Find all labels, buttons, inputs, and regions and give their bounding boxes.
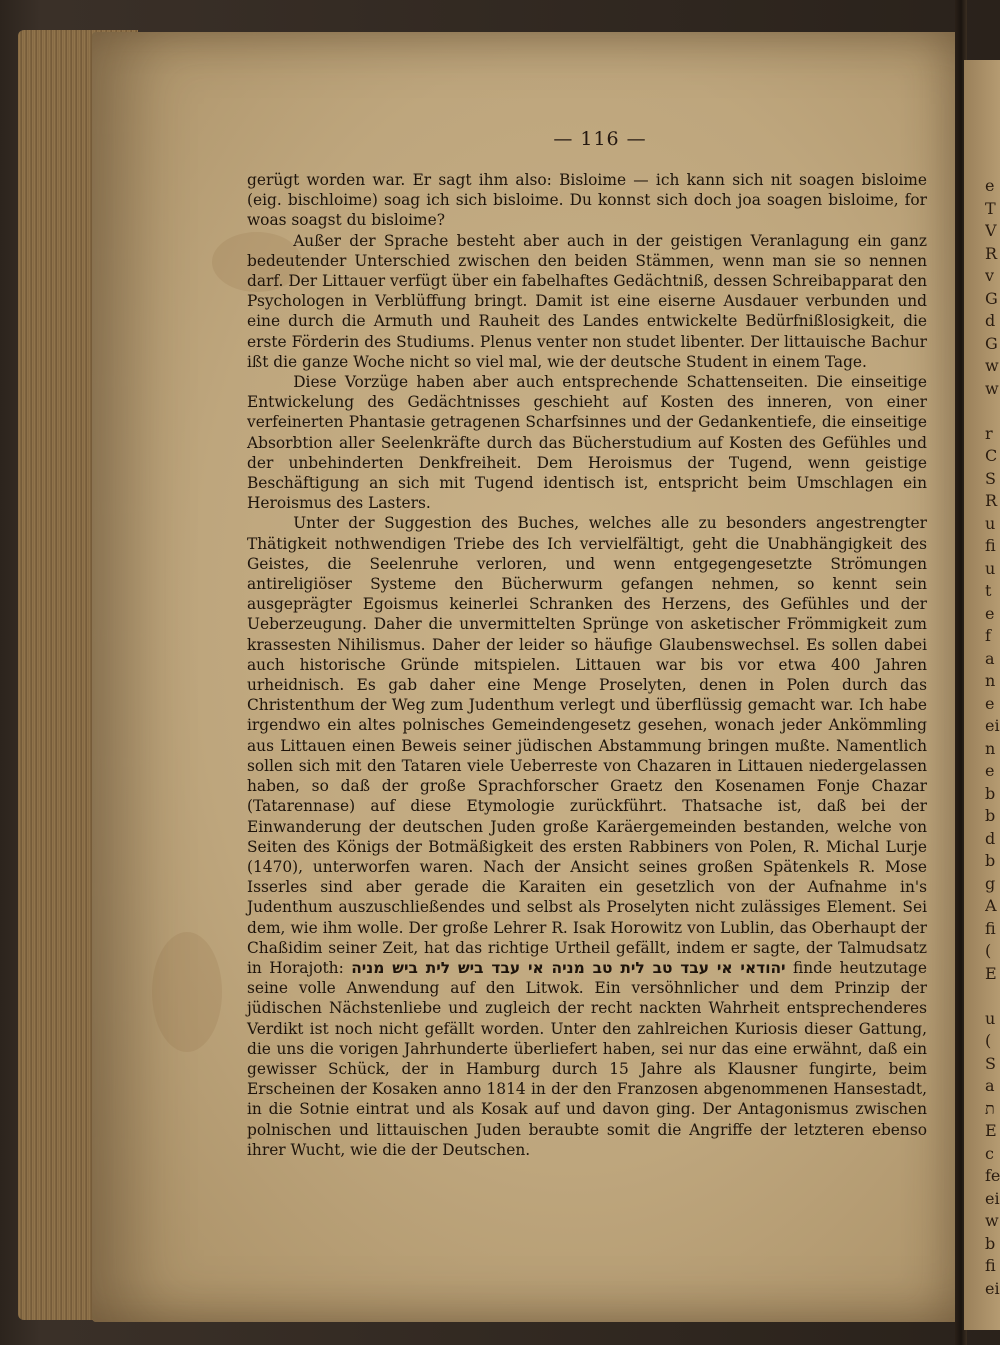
paragraph-text: gerügt worden war. Er sagt ihm also: Bisloime — ich kann sich nit soagen bisloime (eig. bischloime) soag ich sich bisloime. Du konnst sich doch joa soagen bisloime, for woas soagst du bisloime? <box>247 171 927 230</box>
facing-page-fragment: e <box>985 761 995 780</box>
facing-page-fragment: u <box>985 558 996 578</box>
facing-page-fragment: G <box>985 288 998 308</box>
facing-page-fragment: b <box>985 851 996 870</box>
facing-page-fragment <box>985 985 1000 1008</box>
facing-page-fragment: b <box>985 1233 996 1253</box>
facing-page-fragment: n <box>985 671 996 690</box>
facing-page-fragment: fi <box>985 1256 996 1275</box>
paragraph <box>247 170 927 231</box>
facing-page-fragment: w <box>985 356 999 375</box>
paragraph-text: finde heutzutage seine volle Anwendung auf den Litwok. Ein versöhnlicher und dem Prinzip der jüdischen Nächstenliebe und zugleich der recht nackten Wahrheit entsprechenderes Verdikt ist noch nicht gefällt worden. Unter den zahlreichen Kuriosis dieser Gattung, die uns die vorigen Jahrhunderte überliefert haben, sei nur das eine erwähnt, daß ein gewisser Schück, der in Hamburg durch 15 Jahre als Klausner fungirte, beim Erscheinen der Kosaken anno 1814 in der den Franzosen abgenommenen Hansestadt, in die Sotnie eintrat und als Kosak auf und davon ging. Der Antagonismus zwischen polnischen und littauischen Juden beraubte somit die Angriffe der letzteren ebenso ihrer Wucht, wie die der Deutschen. <box>247 958 927 1159</box>
facing-page-fragment: u <box>985 1008 996 1028</box>
facing-page-fragment: d <box>985 828 996 848</box>
facing-page-fragment: ei <box>985 716 1000 735</box>
facing-page-fragment: e <box>985 603 995 623</box>
facing-page-fragment: S <box>985 468 996 488</box>
facing-page-fragment: fi <box>985 918 996 938</box>
facing-page-fragment: f <box>985 626 991 645</box>
facing-page-fragment: e <box>985 693 995 713</box>
facing-page-fragment: e <box>985 176 995 195</box>
facing-page-fragment: d <box>985 311 996 330</box>
facing-page-fragment: ( <box>985 941 992 960</box>
facing-page-fragment: T <box>985 198 996 218</box>
facing-page-text-fragments <box>985 175 1000 1300</box>
facing-page-fragment: w <box>985 1211 999 1230</box>
paragraph <box>247 513 927 1160</box>
facing-page-fragment: ת <box>985 1098 995 1118</box>
facing-page-fragment: A <box>985 896 997 915</box>
hebrew-quote: יהודאי אי עבד טב לית טב מניה אי עבד ביש לית ביש מניה <box>351 958 786 977</box>
facing-page-fragment: R <box>985 491 998 510</box>
page-number: — 116 — <box>553 128 647 150</box>
paragraph-text: Diese Vorzüge haben aber auch entsprechende Schattenseiten. Die einseitige Entwickelung des Gedächtnisses geschieht auf Kosten des inneren, von einer verfeinerten Phantasie getragenen Scharfsinnes und der Gedankentiefe, die einseitige Absorbtion aller Seelenkräfte durch das Bücherstudium auf Kosten des Gefühles und der unbehinderten Denkfreiheit. Dem Heroismus der Tugend, wenn geistige Beschäftigung an sich mit Tugend identisch ist, entspricht beim Umschlagen ein Heroismus des Lasters. <box>247 373 927 513</box>
facing-page-fragment: a <box>985 648 995 668</box>
facing-page-fragment: t <box>985 581 992 600</box>
facing-page-fragment <box>985 400 1000 423</box>
body-text <box>247 170 927 1160</box>
facing-page-fragment: g <box>985 873 996 893</box>
facing-page-fragment: S <box>985 1053 996 1073</box>
facing-page-fragment: E <box>985 1121 997 1140</box>
facing-page-fragment: b <box>985 806 996 825</box>
facing-page-fragment: C <box>985 446 998 465</box>
facing-page-fragment: G <box>985 333 998 353</box>
facing-page-fragment: V <box>985 221 997 240</box>
facing-page-fragment: b <box>985 783 996 803</box>
facing-page-fragment: a <box>985 1076 995 1095</box>
facing-page-fragment: v <box>985 266 995 285</box>
facing-page-fragment: R <box>985 243 998 263</box>
facing-page-fragment: fi <box>985 536 996 555</box>
facing-page-fragment: w <box>985 378 999 398</box>
facing-page-fragment: fe <box>985 1166 1000 1185</box>
paragraph <box>247 231 927 372</box>
facing-page-fragment: ei <box>985 1278 1000 1298</box>
facing-page-fragment: r <box>985 423 993 443</box>
facing-page-fragment: ( <box>985 1031 992 1050</box>
facing-page-fragment: ei <box>985 1188 1000 1208</box>
paragraph-text: Außer der Sprache besteht aber auch in der geistigen Veranlagung ein ganz bedeutender Unterschied zwischen den beiden Stämmen, wenn man sie so nennen darf. Der Littauer verfügt über ein fabelhaftes Gedächtniß, dessen Schreibapparat den Psychologen in Verblüffung bringt. Damit ist eine eiserne Ausdauer verbunden und eine durch die Armuth und Rauheit des Landes entwickelte Bedürfnißlosigkeit, die erste Förderin des Studiums. Plenus venter non studet libenter. Der littauische Bachur ißt die ganze Woche nicht so viel mal, wie der deutsche Student in einem Tage. <box>247 231 927 371</box>
facing-page-fragment: c <box>985 1143 994 1163</box>
facing-page-fragment: E <box>985 963 997 983</box>
facing-page-fragment: u <box>985 513 996 533</box>
paragraph <box>247 372 927 513</box>
facing-page-fragment: n <box>985 738 996 758</box>
paragraph-text: Unter der Suggestion des Buches, welches alle zu besonders angestrengter Thätigkeit nothwendigen Triebe des Ich vervielfältigt, geht die Unabhängigkeit des Geistes, die Seelenruhe verloren, und wenn entgegengesetzte Strömungen antireligiöser Systeme den Bücherwurm gefangen nehmen, so kennt sein ausgeprägter Egoismus keinerlei Schranken des Herzens, des Gefühles und der Ueberzeugung. Daher die unvermittelten Sprünge von asketischer Frömmigkeit zum krassesten Nihilismus. Daher der leider so häufige Glaubenswechsel. Es sollen dabei auch historische Gründe mitspielen. Littauen war bis vor etwa 400 Jahren urheidnisch. Es gab daher eine Menge Proselyten, denen in Polen durch das Christenthum der Weg zum Judenthum verlegt und überflüssig gemacht war. Ich habe irgendwo ein altes polnisches Gemeindengesetz gesehen, wonach jeder Ankömmling aus Littauen einen Beweis seiner jüdischen Abstammung bringen mußte. Namentlich sollen sich mit den Tataren viele Ueberreste von Chazaren in Littauen niedergelassen haben, so daß der große Sprachforscher Graetz den Kosenamen Fonje Chazar (Tatarennase) auf diese Etymologie zurückführt. Thatsache ist, daß bei der Einwanderung der deutschen Juden große Karäergemeinden bestanden, welche von Seiten des Königs der Botmäßigkeit des ersten Rabbiners von Polen, R. Michal Lurje (1470), unterworfen waren. Nach der Ansicht seines großen Spätenkels R. Mose Isserles sind aber gerade die Karaiten ein gesetzlich von der Aufnahme in's Judenthum auszuschließendes und selbst als Proselyten nicht zulässiges Element. Sei dem, wie ihm wolle. Der große Lehrer R. Isak Horowitz von Lublin, das Oberhaupt der Chaßidim seiner Zeit, hat das richtige Urtheil gefällt, indem er sagte, der Talmudsatz in Horajoth: <box>247 514 927 977</box>
